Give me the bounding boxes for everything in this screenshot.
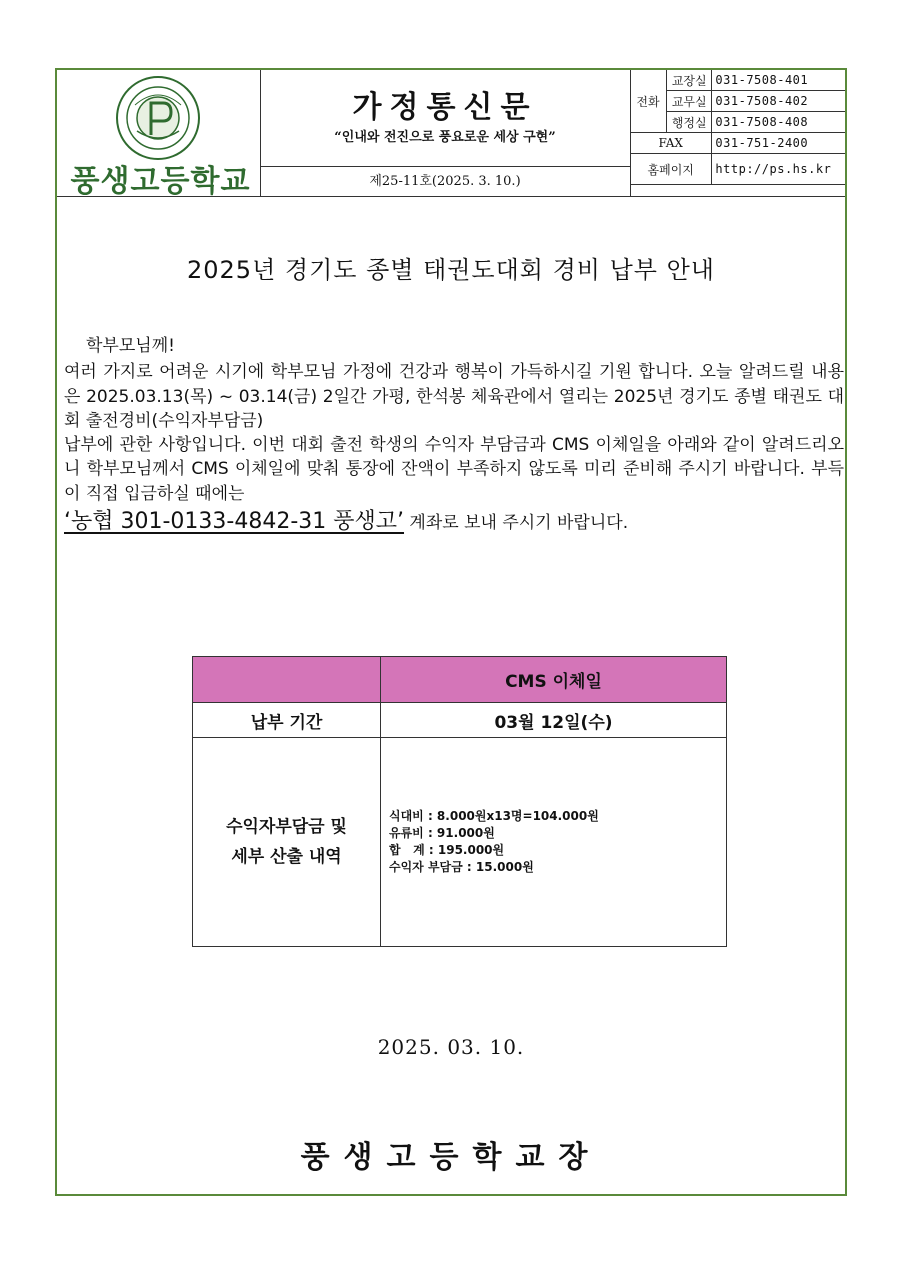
- body-paragraph: 여러 가지로 어려운 시기에 학부모님 가정에 건강과 행복이 가득하시길 기원 합니다. 오늘 알려드릴 내용은 2025.03.13(목) ~ 03.14(금) 2일간 가평, 한석봉 체육관에서 열리는 2025년 경기도 종별 태권도 대회 출전경비(수익자부담금): [64, 362, 844, 431]
- contact-number: 031-7508-401: [712, 70, 845, 91]
- cms-header: CMS 이체일: [381, 657, 727, 703]
- issue-number: 제25-11호(2025. 3. 10.): [260, 166, 630, 197]
- homepage-link[interactable]: http://ps.hs.kr: [712, 154, 845, 185]
- detail-label: [193, 738, 381, 947]
- school-slogan: “인내와 전진으로 풍요로운 세상 구현”: [334, 130, 556, 145]
- detail-label-line: 수익자부담금 및: [226, 817, 347, 837]
- contact-number: 031-7508-408: [712, 112, 845, 133]
- greeting: 학부모님께!: [86, 336, 175, 356]
- detail-line: 합 계 : 195.000원: [389, 843, 505, 857]
- school-seal-icon: [115, 75, 201, 161]
- contact-label: 행정실: [667, 112, 712, 133]
- title-cell: [260, 70, 631, 196]
- bank-account: ‘농협 301-0133-4842-31 풍생고’: [64, 509, 405, 535]
- period-value: 03월 12일(수): [381, 703, 727, 738]
- document-frame: [55, 68, 847, 1196]
- detail-label-line: 세부 산출 내역: [231, 847, 342, 867]
- cms-table: [192, 656, 727, 947]
- phone-label: 전화: [630, 70, 667, 133]
- period-label: 납부 기간: [193, 703, 381, 738]
- principal-signature: 풍생고등학교장: [300, 1140, 602, 1175]
- school-name: 풍생고등학교: [70, 164, 251, 199]
- detail-line: 수익자 부담금 : 15.000원: [389, 860, 534, 874]
- letter-body: [64, 334, 844, 535]
- body-paragraph: 납부에 관한 사항입니다. 이번 대회 출전 학생의 수익자 부담금과 CMS 이체일을 아래와 같이 알려드리오니 학부모님께서 CMS 이체일에 맞춰 통장에 잔액이 부족하지 않도록 미리 준비해 주시기 바랍니다. 부득이 직접 입금하실 때에는: [64, 435, 844, 504]
- contact-table: [630, 70, 845, 196]
- page-title: 가정통신문: [352, 90, 538, 125]
- issue-date: 2025. 03. 10.: [377, 1035, 525, 1059]
- document-title: 2025년 경기도 종별 태권도대회 경비 납부 안내: [187, 256, 715, 284]
- homepage-label: 홈페이지: [630, 154, 712, 185]
- header-empty-cell: [193, 657, 381, 703]
- contact-number: 031-7508-402: [712, 91, 845, 112]
- contact-label: 교장실: [667, 70, 712, 91]
- account-suffix: 계좌로 보내 주시기 바랍니다.: [404, 513, 629, 534]
- account-line: [64, 510, 844, 535]
- contact-label: 교무실: [667, 91, 712, 112]
- fax-number: 031-751-2400: [712, 133, 845, 154]
- letterhead: [57, 70, 845, 197]
- fax-label: FAX: [630, 133, 712, 154]
- detail-line: 식대비 : 8.000원x13명=104.000원: [389, 809, 599, 823]
- logo-cell: [57, 70, 261, 199]
- detail-breakdown: [381, 738, 727, 947]
- detail-line: 유류비 : 91.000원: [389, 826, 495, 840]
